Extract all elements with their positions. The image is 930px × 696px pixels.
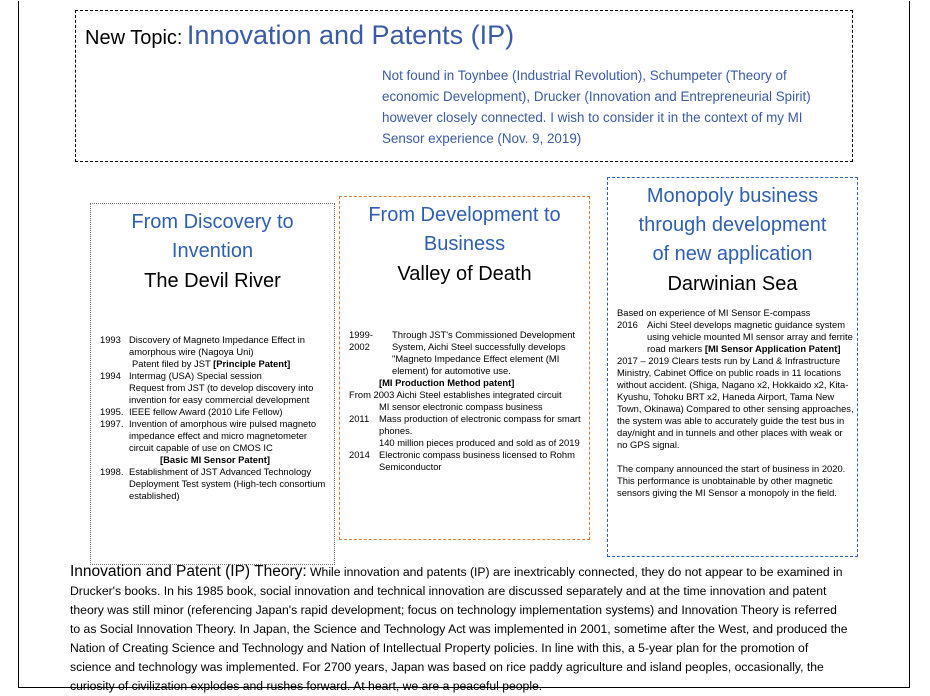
- timeline-entry: [617, 355, 854, 451]
- timeline: [349, 329, 585, 473]
- entry-year: 2014: [349, 449, 370, 460]
- entry-year: 2011: [349, 413, 370, 424]
- entry-text: Discovery of Magneto Impedance Effect in amorphous wire (Nagoya Uni): [129, 334, 305, 357]
- timeline-entry: [349, 413, 585, 437]
- entry-text: Mass production of electronic compass for smart phones.: [379, 413, 581, 436]
- topic-title: Innovation and Patents (IP): [186, 20, 515, 50]
- timeline-entry: [100, 418, 330, 454]
- column-title-line: From Development to: [368, 204, 561, 226]
- timeline: [617, 307, 854, 499]
- patent-label: [MI Production Method patent]: [379, 377, 515, 388]
- column-title-line: From Discovery to: [131, 211, 294, 233]
- entry-text: Clears tests run by Land & Infrastructure Ministry, Cabinet Office on public roads in 11 locations without accident. (Shiga, Nagano x2, Hokkaido x2, Kita-Kyushu, Tohoku BRT x2, Haneda Airport, Tama New Town, Okinawa) Compared to other sensing approaches, the system was able to accurately guide the test bus in day/night and in tunnels and other places with weak or no GPS signal.: [617, 355, 854, 450]
- entry-text: Electronic compass business licensed to Rohm Semiconductor: [379, 449, 575, 472]
- discovery-column: [90, 203, 335, 565]
- entry-intro: Based on experience of MI Sensor E-compass: [617, 307, 811, 318]
- timeline-entry: [100, 406, 330, 418]
- timeline-entry: [349, 329, 585, 377]
- entry-note: 140 million pieces produced and sold as of 2019: [379, 437, 580, 448]
- topic-note: Not found in Toynbee (Industrial Revolution), Schumpeter (Theory of economic Development), Drucker (Innovation and Entrepreneurial Spirit) however closely connected. I wish to consider it in the context of my MI Sensor experience (Nov. 9, 2019): [382, 68, 811, 146]
- patent-label: [Basic MI Sensor Patent]: [160, 454, 270, 465]
- timeline-entry: [100, 466, 330, 502]
- entry-year: 1995.: [100, 406, 124, 417]
- topic-prefix: New Topic:: [85, 27, 183, 49]
- entry-note: [100, 358, 330, 370]
- entry-text: Through JST's Commissioned Development System, Aichi Steel successfully develops "Magneto Impedance Effect element (MI element) for automotive use.: [392, 329, 576, 376]
- entry-year: 1999-2002: [349, 329, 373, 352]
- entry-year: 2017 – 2019: [617, 355, 670, 366]
- column-subtitle: Darwinian Sea: [667, 273, 798, 295]
- timeline-entry: [100, 334, 330, 358]
- patent-label: [Principle Patent]: [213, 358, 291, 369]
- development-column: [339, 196, 590, 540]
- topic-box: [75, 10, 853, 162]
- column-subtitle: The Devil River: [144, 270, 281, 292]
- entry-year: 1994: [100, 370, 121, 381]
- entry-text: From 2003 Aichi Steel establishes integrated circuit: [349, 389, 562, 400]
- entry-text: Establishment of JST Advanced Technology Deployment Test system (High-tech consortium established): [129, 466, 326, 501]
- entry-note: Request from JST (to develop discovery into invention for easy commercial development: [129, 382, 314, 405]
- timeline-entry: [100, 370, 330, 382]
- column-title-line: through development: [638, 214, 827, 236]
- timeline-entry: [349, 449, 585, 473]
- timeline: [100, 334, 330, 502]
- column-title-line: of new application: [652, 243, 813, 265]
- entry-year: 1998.: [100, 466, 124, 477]
- entry-note: MI sensor electronic compass business: [379, 401, 543, 412]
- topic-heading: [85, 20, 514, 51]
- theory-body: While innovation and patents (IP) are inextricably connected, they do not appear to be examined in Drucker's books. In his 1985 book, social innovation and technical innovation are discussed separately and at the time innovation and patent theory was still minor (referencing Japan's rapid development; focus on technology implementation systems) and Innovation Theory is referred to as Social Innovation Theory. In Japan, the Science and Technology Act was implemented in 2001, sometime after the West, and produced the Nation of Creating Science and Technology and Nation of Intellectual Property policies. In line with this, a 5-year plan for the promotion of science and technology was implemented. For 2700 years, Japan was based on rice paddy agriculture and island peoples, occasionally, the curiosity of civilization explodes and rushes forward. At heart, we are a peaceful people.: [70, 565, 848, 693]
- column-subtitle: Valley of Death: [397, 263, 532, 285]
- theory-heading: Innovation and Patent (IP) Theory:: [70, 563, 307, 580]
- entry-year: 2016: [617, 319, 638, 330]
- column-title-line: Business: [423, 233, 506, 255]
- entry-text: Patent filed by JST: [132, 358, 214, 369]
- entry-text: Invention of amorphous wire pulsed magneto impedance effect and micro magnetometer circuit capable of use on CMOS IC: [129, 418, 317, 453]
- entry-year: 1993: [100, 334, 121, 345]
- entry-text: IEEE fellow Award (2010 Life Fellow): [129, 406, 283, 417]
- column-title: [340, 201, 589, 259]
- entry-text: [647, 319, 854, 355]
- column-title: [608, 182, 857, 269]
- column-title-line: Invention: [171, 240, 254, 262]
- entry-text: Aichi Steel develops magnetic guidance system using vehicle mounted MI sensor array and ferrite road markers: [647, 319, 853, 354]
- timeline-entry: [617, 319, 854, 355]
- entry-year: 1997.: [100, 418, 124, 429]
- column-title: [91, 208, 334, 266]
- entry-closing: The company announced the start of business in 2020. This performance is unobtainable by other magnetic sensors giving the MI Sensor a monopoly in the field.: [617, 463, 846, 498]
- column-title-line: Monopoly business: [646, 185, 819, 207]
- theory-paragraph: [70, 562, 850, 696]
- patent-label: [MI Sensor Application Patent]: [704, 343, 841, 354]
- entry-text: Intermag (USA) Special session: [129, 370, 262, 381]
- monopoly-column: [607, 177, 858, 557]
